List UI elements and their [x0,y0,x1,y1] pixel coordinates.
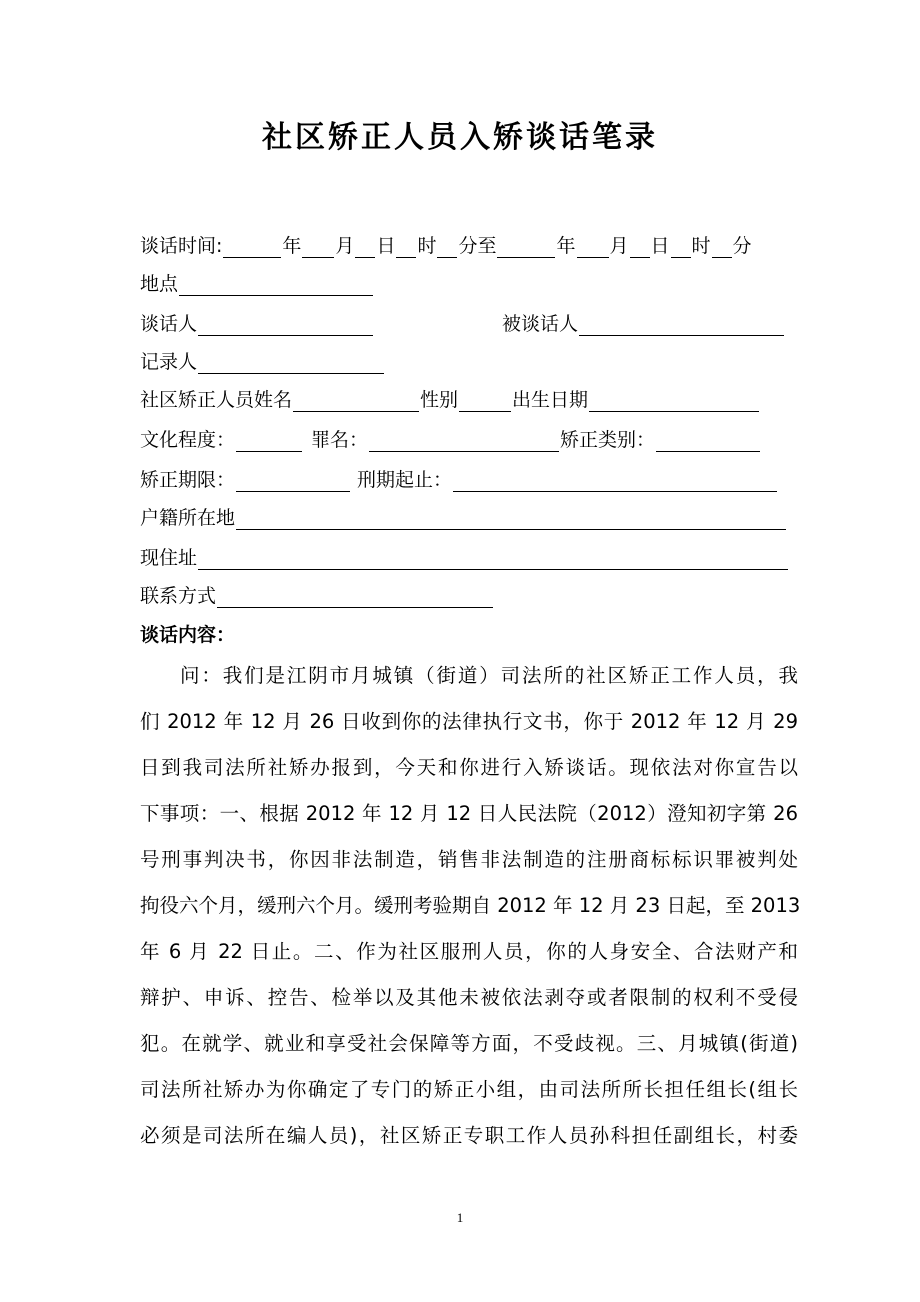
blank [355,237,375,258]
label: 时 [691,235,711,257]
label: 出生日期 [512,389,589,411]
label: 年 [282,235,302,257]
blank [437,237,457,258]
paragraph-line: 司法所社矫办为你确定了专门的矫正小组，由司法所所长担任组长(组长 [140,1078,798,1101]
label: 文化程度： [140,429,236,451]
label: 户籍所在地 [140,507,236,529]
form-row-term [140,466,778,492]
label: 性别 [420,389,459,411]
form-row-person [140,386,760,412]
category-field[interactable] [656,431,760,452]
label: 罪名： [311,429,369,451]
content-heading: 谈话内容： [140,624,236,646]
label: 联系方式 [140,585,217,607]
household-field[interactable] [236,509,786,530]
paragraph-line: 拘役六个月，缓刑六个月。缓刑考验期自 2012 年 12 月 23 日起，至 2013 [140,894,801,917]
label: 分至 [458,235,497,257]
crime-field[interactable] [369,431,559,452]
interviewer-field[interactable] [198,315,373,336]
form-row-recorder [140,348,385,374]
place-field[interactable] [179,275,373,296]
label: 日 [650,235,670,257]
address-field[interactable] [198,549,788,570]
label: 日 [376,235,396,257]
form-row-education [140,426,761,452]
paragraph-line: 号刑事判决书，你因非法制造，销售非法制造的注册商标标识罪被判处 [140,848,798,871]
name-field[interactable] [293,391,419,412]
label: 记录人 [140,351,198,373]
label: 谈话人 [140,313,198,335]
birth-field[interactable] [589,391,759,412]
paragraph-line: 问：我们是江阴市月城镇（街道）司法所的社区矫正工作人员，我 [180,664,798,687]
paragraph-line: 必须是司法所在编人员)，社区矫正专职工作人员孙科担任副组长，村委 [140,1124,798,1147]
paragraph-line: 下事项：一、根据 2012 年 12 月 12 日人民法院（2012）澄知初字第 26 [140,802,798,825]
contact-field[interactable] [217,587,493,608]
document-title: 社区矫正人员入矫谈话笔录 [262,120,658,155]
form-row-place [140,270,374,296]
page-number: 1 [456,1210,464,1225]
paragraph-line: 辩护、申诉、控告、检举以及其他未被依法剥夺或者限制的权利不受侵 [140,986,798,1009]
label: 时 [417,235,437,257]
gender-field[interactable] [459,391,511,412]
blank [497,237,555,258]
paragraph-line: 日到我司法所社矫办报到，今天和你进行入矫谈话。现依法对你宣告以 [140,756,798,779]
paragraph-line: 年 6 月 22 日止。二、作为社区服刑人员，你的人身安全、合法财产和 [140,940,798,963]
blank [223,237,281,258]
label: 分 [732,235,752,257]
form-row-contact [140,582,494,608]
label: 被谈话人 [502,313,579,335]
label: 月 [609,235,629,257]
label: 矫正期限： [140,469,236,491]
term-field[interactable] [236,471,350,492]
education-field[interactable] [236,431,302,452]
label: 年 [556,235,576,257]
interviewee-field[interactable] [579,315,784,336]
blank [630,237,650,258]
label: 月 [335,235,355,257]
form-row-interviewer [140,310,785,336]
form-row-address [140,544,789,570]
form-row-household [140,504,787,530]
label: 矫正类别： [560,429,656,451]
form-row-time [140,232,752,258]
label: 社区矫正人员姓名 [140,389,293,411]
sentence-field[interactable] [453,471,777,492]
blank [671,237,691,258]
label: 现住址 [140,547,198,569]
label: 谈话时间: [140,235,223,257]
paragraph-line: 犯。在就学、就业和享受社会保障等方面，不受歧视。三、月城镇(街道) [140,1032,798,1055]
label: 地点 [140,273,179,295]
label: 刑期起止： [357,469,453,491]
blank [577,237,609,258]
blank [302,237,334,258]
blank [396,237,416,258]
paragraph-line: 们 2012 年 12 月 26 日收到你的法律执行文书，你于 2012 年 12 月 29 [140,710,798,733]
blank [712,237,732,258]
recorder-field[interactable] [198,353,384,374]
